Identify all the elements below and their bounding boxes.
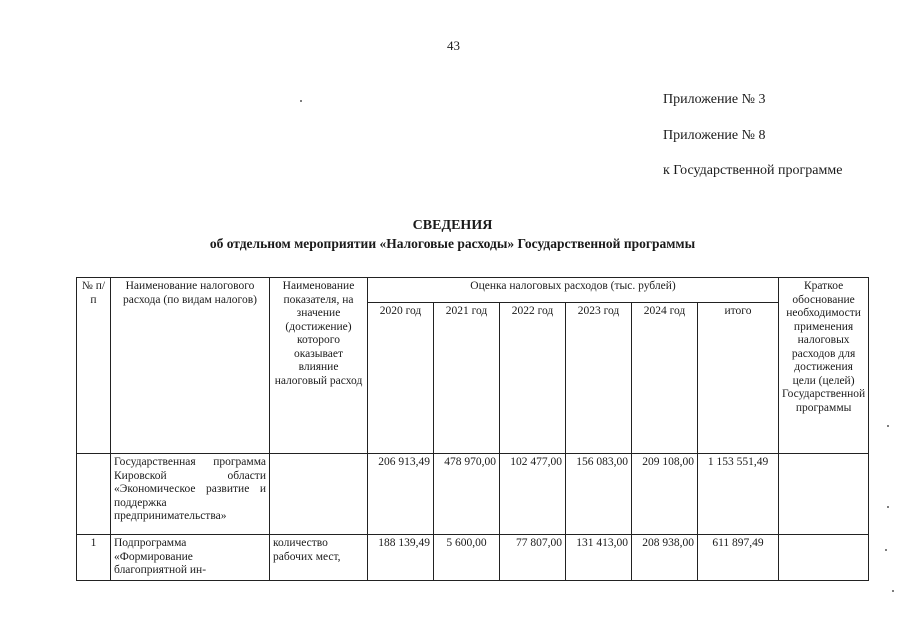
- scan-speck: [300, 100, 302, 102]
- cell-value-2021: 5 600,00: [434, 535, 500, 581]
- cell-value-2023: 156 083,00: [566, 454, 632, 535]
- header-total: итого: [698, 303, 779, 454]
- cell-value-2022: 102 477,00: [500, 454, 566, 535]
- scan-speck: [887, 506, 889, 508]
- cell-num: 1: [77, 535, 111, 581]
- cell-justification: [779, 535, 869, 581]
- appendix-line-3: к Государственной программе: [663, 163, 843, 178]
- table-row: [77, 535, 869, 581]
- document-title: СВЕДЕНИЯ: [412, 218, 493, 233]
- document-subtitle: об отдельном мероприятии «Налоговые расходы» Государственной программы: [209, 236, 696, 251]
- header-year-2023: 2023 год: [566, 303, 632, 454]
- cell-value-2021: 478 970,00: [434, 454, 500, 535]
- cell-num: [77, 454, 111, 535]
- header-num: № п/п: [77, 278, 111, 454]
- header-estimate-group: Оценка налоговых расходов (тыс. рублей): [368, 278, 779, 303]
- header-indicator: Наименование показателя, на значение (достижение) которого оказывает влияние налоговый расход: [270, 278, 368, 454]
- cell-tax-name: Государственная программа Кировской области «Экономическое развитие и поддержка предпринимательства»: [111, 454, 270, 535]
- table-row: [77, 454, 869, 535]
- scan-speck: [892, 590, 894, 592]
- header-year-2022: 2022 год: [500, 303, 566, 454]
- scan-speck: [887, 425, 889, 427]
- scan-speck: [885, 549, 887, 551]
- appendix-line-1: Приложение № 3: [663, 92, 766, 107]
- cell-tax-name: Подпрограмма «Формирование благоприятной ин-: [111, 535, 270, 581]
- cell-indicator: количество рабочих мест,: [270, 535, 368, 581]
- appendix-line-2: Приложение № 8: [663, 128, 766, 143]
- header-justification: Краткое обоснование необходимости применения налоговых расходов для достижения цели (целей) Государственной программы: [779, 278, 869, 454]
- cell-value-2023: 131 413,00: [566, 535, 632, 581]
- header-year-2024: 2024 год: [632, 303, 698, 454]
- header-year-2021: 2021 год: [434, 303, 500, 454]
- cell-value-2022: 77 807,00: [500, 535, 566, 581]
- cell-value-2024: 209 108,00: [632, 454, 698, 535]
- cell-value-2024: 208 938,00: [632, 535, 698, 581]
- page-number: 43: [447, 38, 460, 53]
- cell-value-2020: 206 913,49: [368, 454, 434, 535]
- header-tax-name: Наименование налогового расхода (по видам налогов): [111, 278, 270, 454]
- cell-value-total: 611 897,49: [698, 535, 779, 581]
- cell-indicator: [270, 454, 368, 535]
- header-year-2020: 2020 год: [368, 303, 434, 454]
- tax-expenditure-table: [76, 277, 869, 581]
- cell-value-total: 1 153 551,49: [698, 454, 779, 535]
- cell-justification: [779, 454, 869, 535]
- cell-value-2020: 188 139,49: [368, 535, 434, 581]
